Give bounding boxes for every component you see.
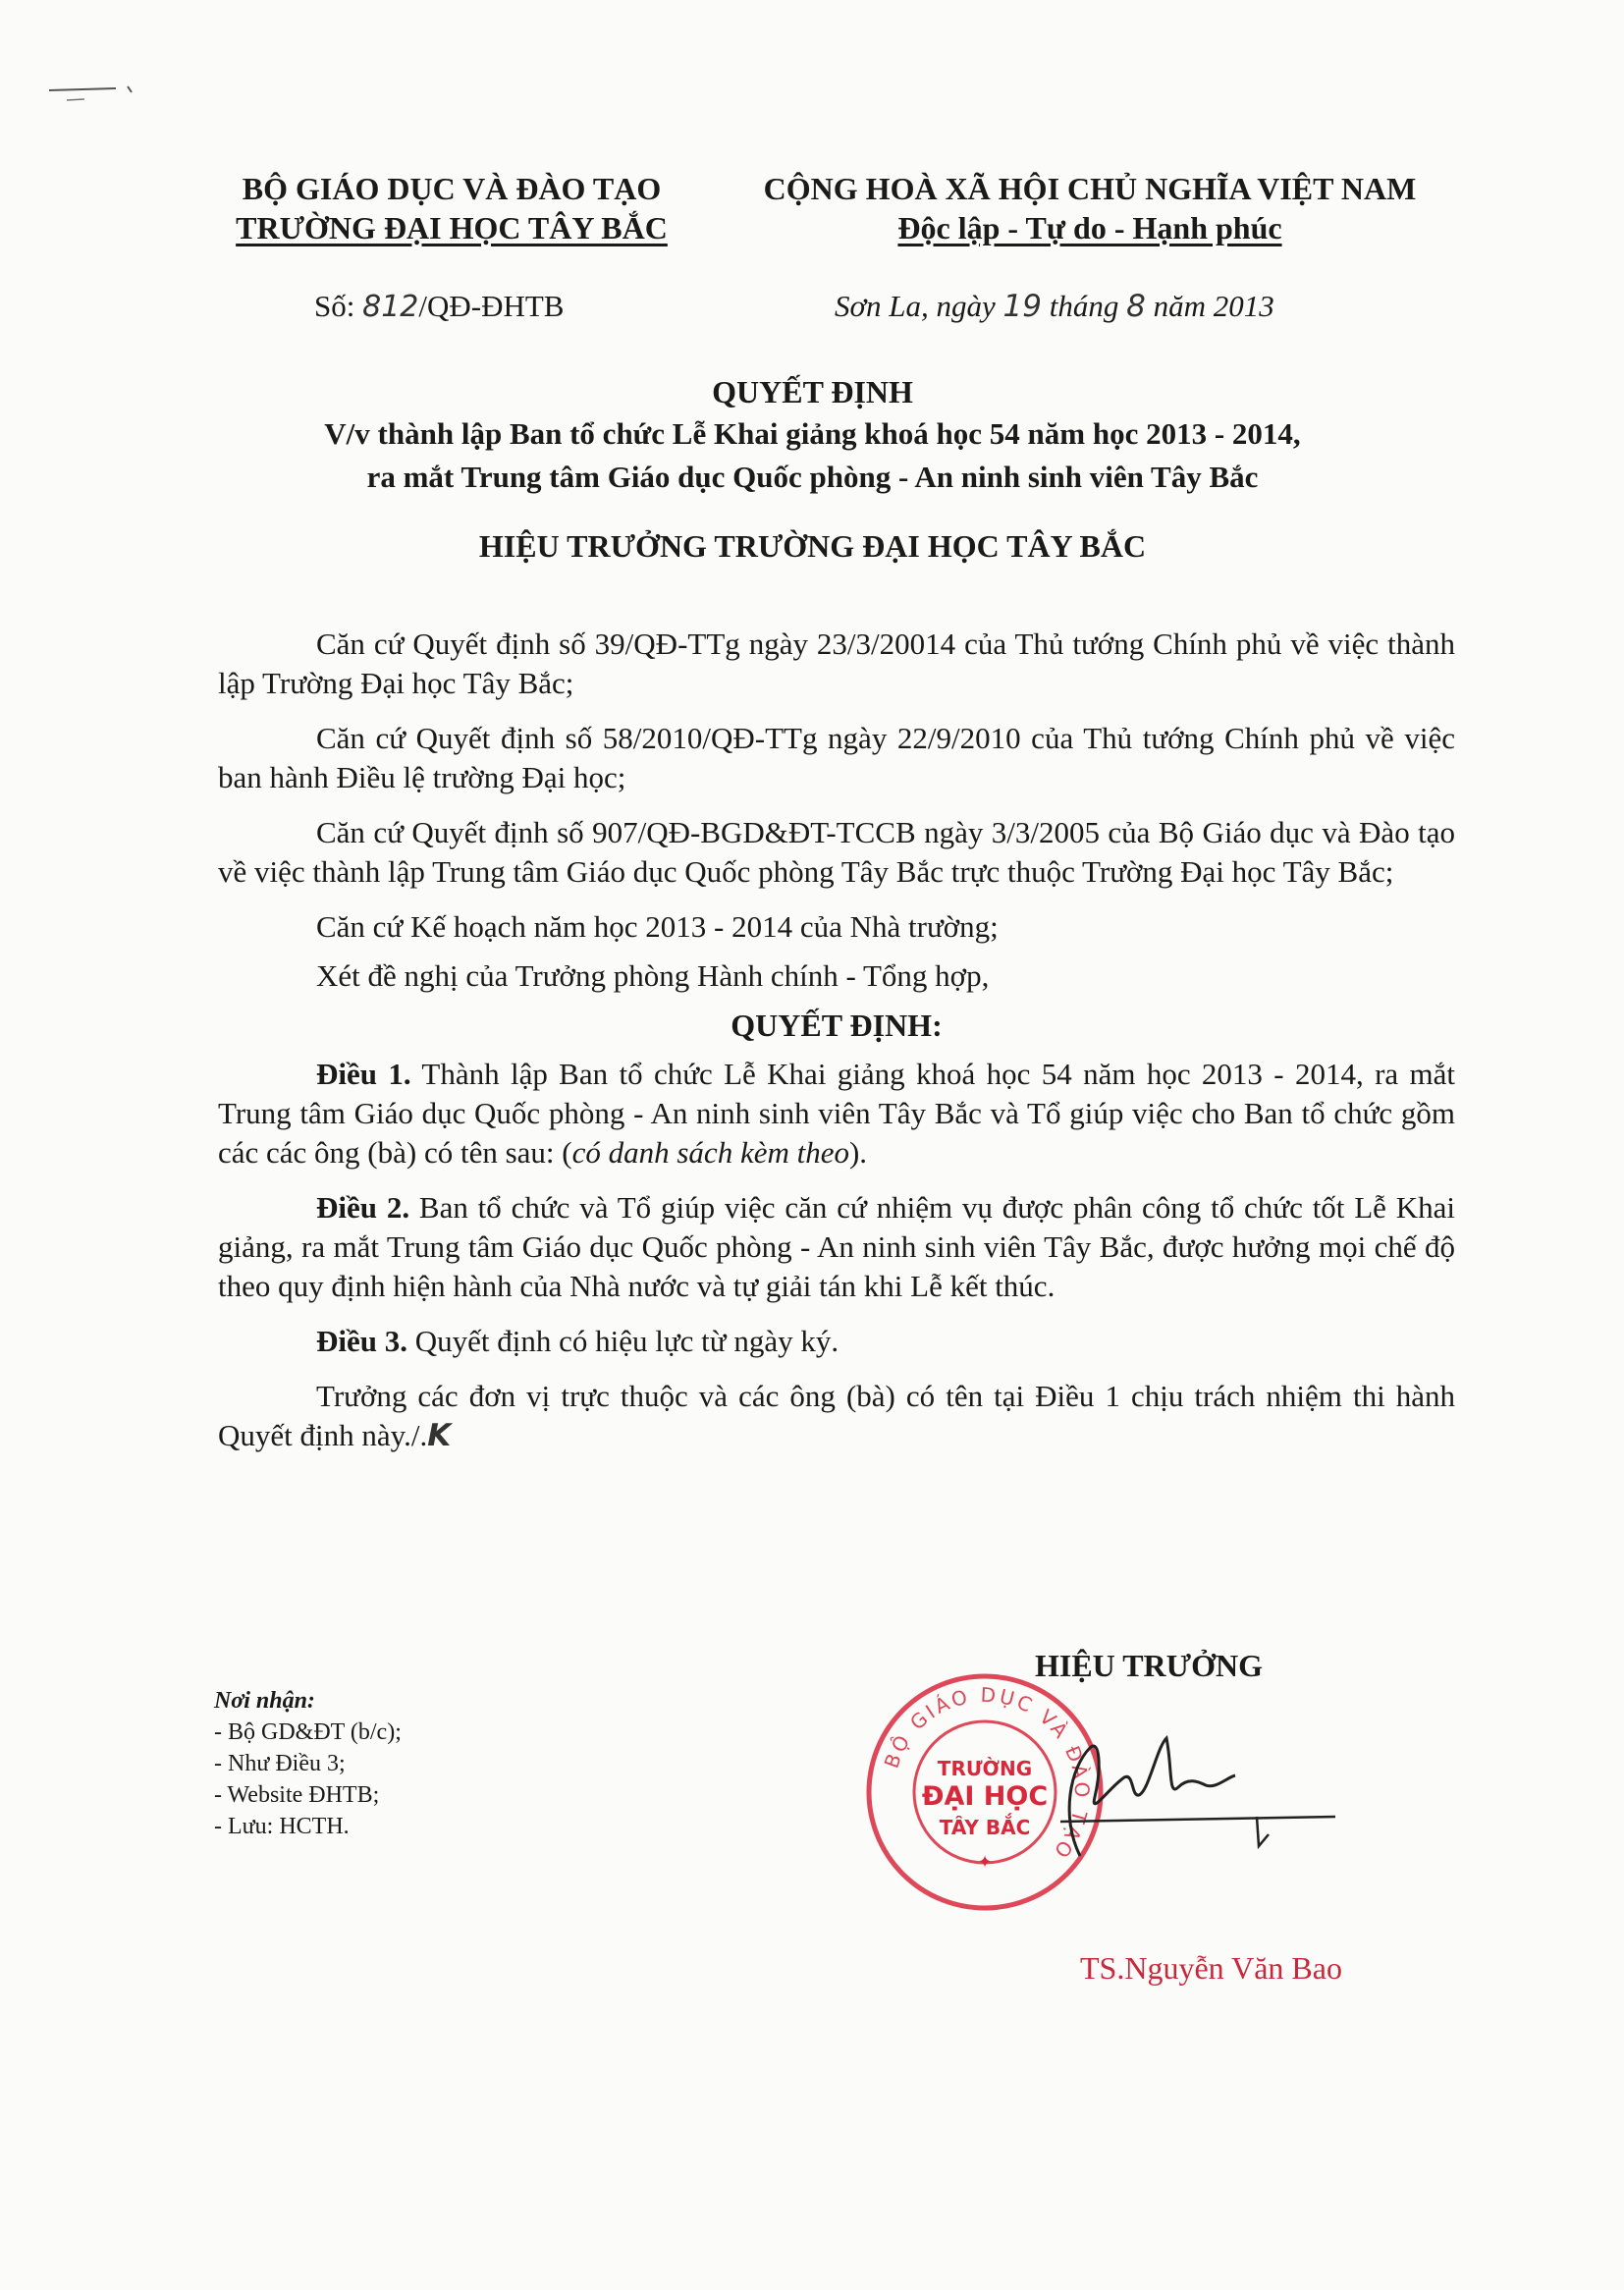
university-name: TRƯỜNG ĐẠI HỌC TÂY BẮC — [236, 210, 668, 245]
preamble-item: Căn cứ Quyết định số 39/QĐ-TTg ngày 23/3/20014 của Thủ tướng Chính phủ về việc thành lập Trường Đại học Tây Bắc; — [218, 627, 1455, 700]
recipient-item: - Website ĐHTB; — [214, 1782, 380, 1808]
article-1 — [218, 1055, 1455, 1172]
article-text: Ban tổ chức và Tổ giúp việc căn cứ nhiệm vụ được phân công tổ chức tốt Lễ Khai giảng, ra mắt Trung tâm Giáo dục Quốc phòng - An ninh sinh viên Tây Bắc, được hưởng mọi chế độ theo quy định hiện hành của Nhà nước và tự giải tán khi Lễ kết thúc. — [218, 1190, 1456, 1303]
seal-outer-text: BỘ GIÁO DỤC VÀ ĐÀO TẠO — [879, 1682, 1095, 1865]
article-text: Quyết định có hiệu lực từ ngày ký. — [407, 1324, 839, 1358]
article-label: Điều 1. — [316, 1057, 411, 1091]
closing-clause — [218, 1377, 1455, 1455]
closing-text: Trưởng các đơn vị trực thuộc và các ông (bà) có tên tại Điều 1 chịu trách nhiệm thi hành Quyết định này./. — [218, 1379, 1455, 1452]
number-prefix: Số: — [314, 289, 363, 323]
handwritten-month: 8 — [1126, 289, 1146, 324]
number-suffix: /QĐ-ĐHTB — [418, 289, 565, 323]
document-type: QUYẾT ĐỊNH — [712, 374, 913, 409]
svg-text:✦: ✦ — [977, 1852, 993, 1873]
ministry-name: BỘ GIÁO DỤC VÀ ĐÀO TẠO — [242, 171, 662, 206]
signer-title: HIỆU TRƯỞNG — [1034, 1648, 1264, 1683]
national-motto: Độc lập - Tự do - Hạnh phúc — [897, 210, 1282, 245]
article-label: Điều 2. — [316, 1190, 410, 1225]
subject-line-2: ra mắt Trung tâm Giáo dục Quốc phòng - An ninh sinh viên Tây Bắc — [366, 460, 1259, 494]
seal-line-3: TÂY BẮC — [939, 1816, 1031, 1839]
handwritten-number: 812 — [362, 290, 419, 324]
handwritten-day: 19 — [1002, 289, 1042, 324]
place-label: Sơn La, ngày — [835, 289, 1003, 323]
year-label: năm 2013 — [1145, 289, 1274, 323]
seal-line-2: ĐẠI HỌC — [921, 1781, 1049, 1812]
recipient-item: - Bộ GD&ĐT (b/c); — [214, 1719, 402, 1745]
national-header — [727, 169, 1453, 247]
article-3 — [218, 1322, 1455, 1361]
decision-title — [196, 371, 1429, 499]
preamble-item: Căn cứ Quyết định số 58/2010/QĐ-TTg ngày 22/9/2010 của Thủ tướng Chính phủ về việc ban hành Điều lệ trường Đại học; — [218, 721, 1455, 794]
recipient-item: - Như Điều 3; — [214, 1751, 346, 1776]
article-end: ). — [848, 1135, 868, 1170]
handwritten-signature — [1041, 1709, 1355, 1866]
preamble-item: Căn cứ Kế hoạch năm học 2013 - 2014 của Nhà trường; — [316, 909, 999, 944]
authority-heading: HIỆU TRƯỞNG TRƯỜNG ĐẠI HỌC TÂY BẮC — [478, 528, 1147, 564]
preamble-item: Xét đề nghị của Trưởng phòng Hành chính - Tổng hợp, — [316, 958, 990, 993]
scan-mark — [47, 81, 135, 108]
republic-name: CỘNG HOÀ XÃ HỘI CHỦ NGHĨA VIỆT NAM — [763, 171, 1417, 206]
recipients-block — [214, 1685, 402, 1842]
decision-body — [218, 625, 1455, 1471]
preamble-item: Căn cứ Quyết định số 907/QĐ-BGD&ĐT-TCCB ngày 3/3/2005 của Bộ Giáo dục và Đào tạo về việc thành lập Trung tâm Giáo dục Quốc phòng Tây Bắc trực thuộc Trường Đại học Tây Bắc; — [218, 815, 1455, 889]
article-note: có danh sách kèm theo — [571, 1135, 849, 1170]
decides-heading: QUYẾT ĐỊNH: — [731, 1008, 943, 1043]
recipient-item: - Lưu: HCTH. — [214, 1814, 350, 1839]
handwritten-initials: K — [427, 1418, 452, 1453]
seal-line-1: TRƯỜNG — [937, 1757, 1033, 1780]
article-label: Điều 3. — [316, 1324, 407, 1358]
article-2 — [218, 1188, 1455, 1306]
place-and-date — [835, 289, 1274, 324]
signer-name: TS.Nguyễn Văn Bao — [1080, 1950, 1342, 1986]
recipients-heading: Nơi nhận: — [214, 1688, 315, 1714]
month-label: tháng — [1042, 289, 1127, 323]
document-number — [314, 289, 564, 324]
article-text: Thành lập Ban tổ chức Lễ Khai giảng khoá học 54 năm học 2013 - 2014, ra mắt Trung tâm Giáo dục Quốc phòng - An ninh sinh viên Tây Bắc và Tổ giúp việc cho Ban tổ chức gồm các các ông (bà) có tên sau: ( — [218, 1057, 1455, 1170]
subject-line-1: V/v thành lập Ban tổ chức Lễ Khai giảng khoá học 54 năm học 2013 - 2014, — [324, 416, 1301, 451]
issuing-authority — [206, 169, 697, 247]
